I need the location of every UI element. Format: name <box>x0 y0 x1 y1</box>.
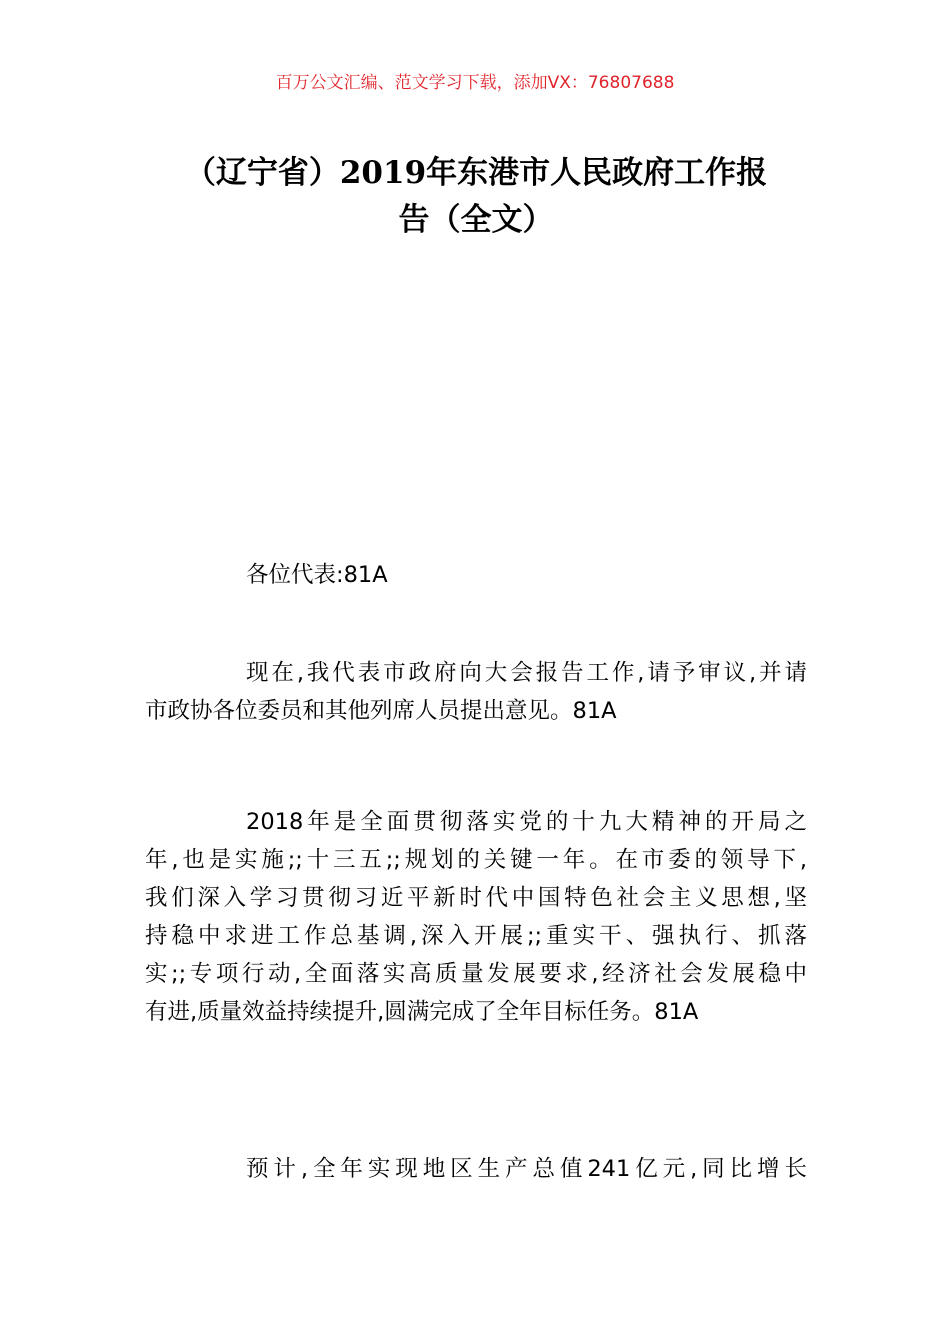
paragraph-line: 市政协各位委员和其他列席人员提出意见。81A <box>145 698 617 724</box>
paragraph-line: 预计,全年实现地区生产总值241亿元,同比增长 <box>246 1156 807 1182</box>
paragraph-line: 持稳中求进工作总基调,深入开展;;重实干、强执行、抓落 <box>145 923 807 949</box>
paragraph-line: 现在,我代表市政府向大会报告工作,请予审议,并请 <box>246 660 807 686</box>
paragraph-line: 实;;专项行动,全面落实高质量发展要求,经济社会发展稳中 <box>145 961 807 987</box>
document-title <box>145 150 807 244</box>
paragraph-salutation <box>145 556 807 594</box>
paragraph-opening <box>145 654 807 730</box>
paragraph-line: 年,也是实施;;十三五;;规划的关键一年。在市委的领导下, <box>145 847 807 873</box>
paragraph-line: 有进,质量效益持续提升,圆满完成了全年目标任务。81A <box>145 999 699 1025</box>
watermark-header-note: 百万公文汇编、范文学习下载，添加VX：76807688 <box>275 73 675 93</box>
paragraph-gdp-estimate <box>145 1150 807 1188</box>
title-line-2: 告（全文） <box>398 202 554 238</box>
paragraph-line: 2018年是全面贯彻落实党的十九大精神的开局之 <box>246 809 807 835</box>
paragraph-line: 我们深入学习贯彻习近平新时代中国特色社会主义思想,坚 <box>145 885 807 911</box>
paragraph-2018-review <box>145 803 807 1031</box>
title-line-1: （辽宁省）2019年东港市人民政府工作报 <box>184 155 768 191</box>
paragraph-line: 各位代表:81A <box>246 562 388 588</box>
